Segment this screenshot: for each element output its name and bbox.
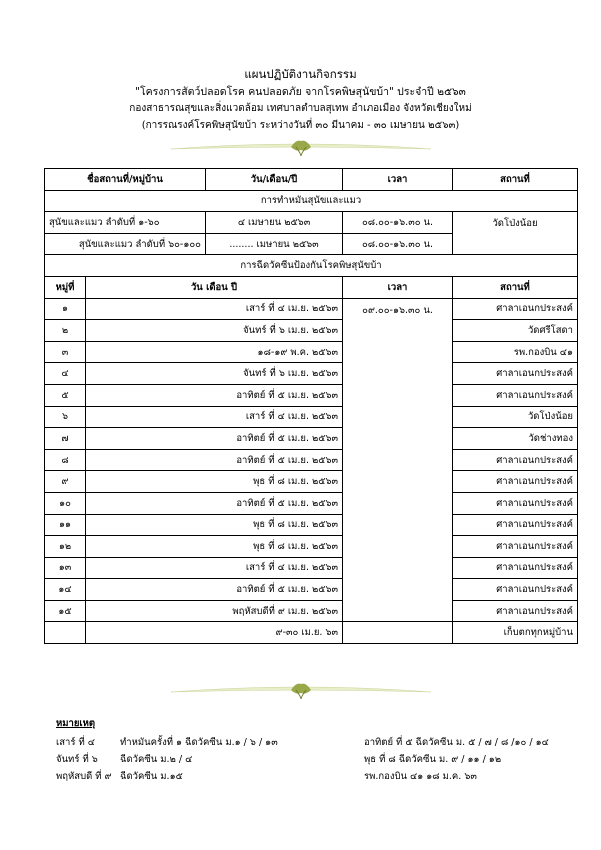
vacc-date: ๙-๓๐ เม.ย. ๖๓ [86,622,343,644]
village-no: ๑ [45,298,86,320]
vacc-date: อาทิตย์ ที่ ๕ เม.ย. ๒๕๖๓ [86,428,343,450]
note-activity: ทำหมันครั้งที่ ๑ ฉีดวัคซีน ม.๑ / ๖ / ๑๓ [120,737,278,748]
village-no: ๓ [45,341,86,363]
vacc-date: พุธ ที่ ๘ เม.ย. ๒๕๖๓ [86,471,343,493]
note-activity-right: อาทิตย์ ที่ ๕ ฉีดวัคซีน ม. ๕ / ๗ / ๘ /๑๐ / ๑๔ [364,737,549,748]
header-village-no: หมู่ที่ [45,276,86,298]
header-vacc-place: สถานที่ [453,276,578,298]
vacc-place: ศาลาเอนกประสงค์ [453,298,578,320]
table-row [45,363,578,385]
header-time: เวลา [343,169,453,191]
sterilization-date-2: ........ เมษายน ๒๕๖๓ [206,233,343,255]
vacc-time [343,622,453,644]
table-row [45,428,578,450]
vacc-date: เสาร์ ที่ ๔ เม.ย. ๒๕๖๓ [86,406,343,428]
table-row [45,471,578,493]
vacc-place: วัดศรีโสดา [453,320,578,342]
vacc-date: พุธ ที่ ๘ เม.ย. ๒๕๖๓ [86,514,343,536]
vacc-place: เก็บตกทุกหมู่บ้าน [453,622,578,644]
village-no: ๕ [45,384,86,406]
table-row [45,492,578,514]
document-title: แผนปฏิบัติงานกิจกรรม [244,67,357,81]
ornament-divider-top [0,137,601,157]
vacc-place: รพ.กองบิน ๔๑ [453,341,578,363]
vacc-place: ศาลาเอนกประสงค์ [453,384,578,406]
vacc-date: จันทร์ ที่ ๖ เม.ย. ๒๕๖๓ [86,320,343,342]
table-row [45,600,578,622]
vacc-place: ศาลาเอนกประสงค์ [453,363,578,385]
vacc-place: ศาลาเอนกประสงค์ [453,536,578,558]
vacc-place: ศาลาเอนกประสงค์ [453,600,578,622]
ornament-divider-bottom [0,680,601,700]
vacc-place: ศาลาเอนกประสงค์ [453,579,578,601]
campaign-period: (การรณรงค์โรคพิษสุนัขบ้า ระหว่างวันที่ ๓๐ มีนาคม - ๓๐ เมษายน ๒๕๖๓) [141,120,460,131]
village-no: ๔ [45,363,86,385]
table-row [45,536,578,558]
note-row [56,769,586,786]
schedule-table [44,168,578,644]
vacc-date: ๑๘-๑๙ พ.ค. ๒๕๖๓ [86,341,343,363]
notes-title: หมายเหตุ [56,718,96,729]
header-place-village: ชื่อสถานที่/หมู่บ้าน [45,169,206,191]
table-row [45,514,578,536]
vacc-time: ๐๙.๐๐-๑๖.๓๐ น. [343,298,453,622]
note-row [56,752,586,769]
table-row [45,341,578,363]
vacc-place: วัดช่างทอง [453,428,578,450]
vacc-place: ศาลาเอนกประสงค์ [453,449,578,471]
sterilization-time-2: ๐๘.๐๐-๑๖.๓๐ น. [343,233,453,255]
sterilization-group-1: สุนัขและแมว ลำดับที่ ๑-๖๐ [45,212,206,234]
note-row [56,735,586,752]
note-day: เสาร์ ที่ ๔ [56,737,95,748]
village-no: ๘ [45,449,86,471]
header-vacc-date: วัน เดือน ปี [86,276,343,298]
table-row [45,298,578,320]
project-name: "โครงการสัตว์ปลอดโรค คนปลอดภัย จากโรคพิษสุนัขบ้า" ประจำปี ๒๕๖๓ [135,86,466,98]
note-day: จันทร์ ที่ ๖ [56,754,98,765]
village-no: ๙ [45,471,86,493]
village-no: ๑๓ [45,557,86,579]
note-day: พฤหัสบดี ที่ ๙ [56,771,112,782]
village-no: ๖ [45,406,86,428]
note-activity: ฉีดวัคซีน ม.๒ / ๔ [120,754,193,765]
table-row [45,557,578,579]
vacc-date: พุธ ที่ ๘ เม.ย. ๒๕๖๓ [86,536,343,558]
vacc-date: อาทิตย์ ที่ ๕ เม.ย. ๒๕๖๓ [86,492,343,514]
vacc-place: ศาลาเอนกประสงค์ [453,492,578,514]
table-row [45,449,578,471]
village-no: ๒ [45,320,86,342]
village-no: ๑๕ [45,600,86,622]
table-row [45,320,578,342]
note-activity-right: รพ.กองบิน ๔๑ ๑๘ ม.ค. ๖๓ [364,771,477,782]
vacc-date: เสาร์ ที่ ๔ เม.ย. ๒๕๖๓ [86,298,343,320]
village-no: ๑๑ [45,514,86,536]
table-row [45,579,578,601]
vacc-date: อาทิตย์ ที่ ๕ เม.ย. ๒๕๖๓ [86,449,343,471]
village-no [45,622,86,644]
section-sterilization: การทำหมันสุนัขและแมว [45,190,578,212]
notes-section [56,716,586,786]
note-activity: ฉีดวัคซีน ม.๑๕ [120,771,183,782]
header-date: วัน/เดือน/ปี [206,169,343,191]
vacc-date: พฤหัสบดีที่ ๙ เม.ย. ๒๕๖๓ [86,600,343,622]
department-line: กองสาธารณสุขและสิ่งแวดล้อม เทศบาลตำบลสุเทพ อำเภอเมือง จังหวัดเชียงใหม่ [129,103,472,114]
village-no: ๑๒ [45,536,86,558]
sterilization-date-1: ๔ เมษายน ๒๕๖๓ [206,212,343,234]
sterilization-group-2: สุนัขและแมว ลำดับที่ ๖๐-๑๐๐ [45,233,206,255]
vacc-place: ศาลาเอนกประสงค์ [453,514,578,536]
note-activity-right: พุธ ที่ ๘ ฉีดวัคซีน ม. ๙ / ๑๑ / ๑๒ [364,754,502,765]
vacc-place: ศาลาเอนกประสงค์ [453,471,578,493]
vacc-date: อาทิตย์ ที่ ๕ เม.ย. ๒๕๖๓ [86,384,343,406]
sterilization-time-1: ๐๘.๐๐-๑๖.๓๐ น. [343,212,453,234]
village-no: ๑๐ [45,492,86,514]
vacc-date: อาทิตย์ ที่ ๕ เม.ย. ๒๕๖๓ [86,579,343,601]
header-vacc-time: เวลา [343,276,453,298]
table-row [45,384,578,406]
header-location: สถานที่ [453,169,578,191]
table-row [45,622,578,644]
vacc-place: ศาลาเอนกประสงค์ [453,557,578,579]
vacc-place: วัดโป่งน้อย [453,406,578,428]
sterilization-place: วัดโป่งน้อย [453,212,578,255]
vacc-date: เสาร์ ที่ ๔ เม.ย. ๒๕๖๓ [86,557,343,579]
village-no: ๑๔ [45,579,86,601]
vacc-date: จันทร์ ที่ ๖ เม.ย. ๒๕๖๓ [86,363,343,385]
section-vaccination: การฉีดวัคซีนป้องกันโรคพิษสุนัขบ้า [45,255,578,277]
table-row [45,406,578,428]
village-no: ๗ [45,428,86,450]
